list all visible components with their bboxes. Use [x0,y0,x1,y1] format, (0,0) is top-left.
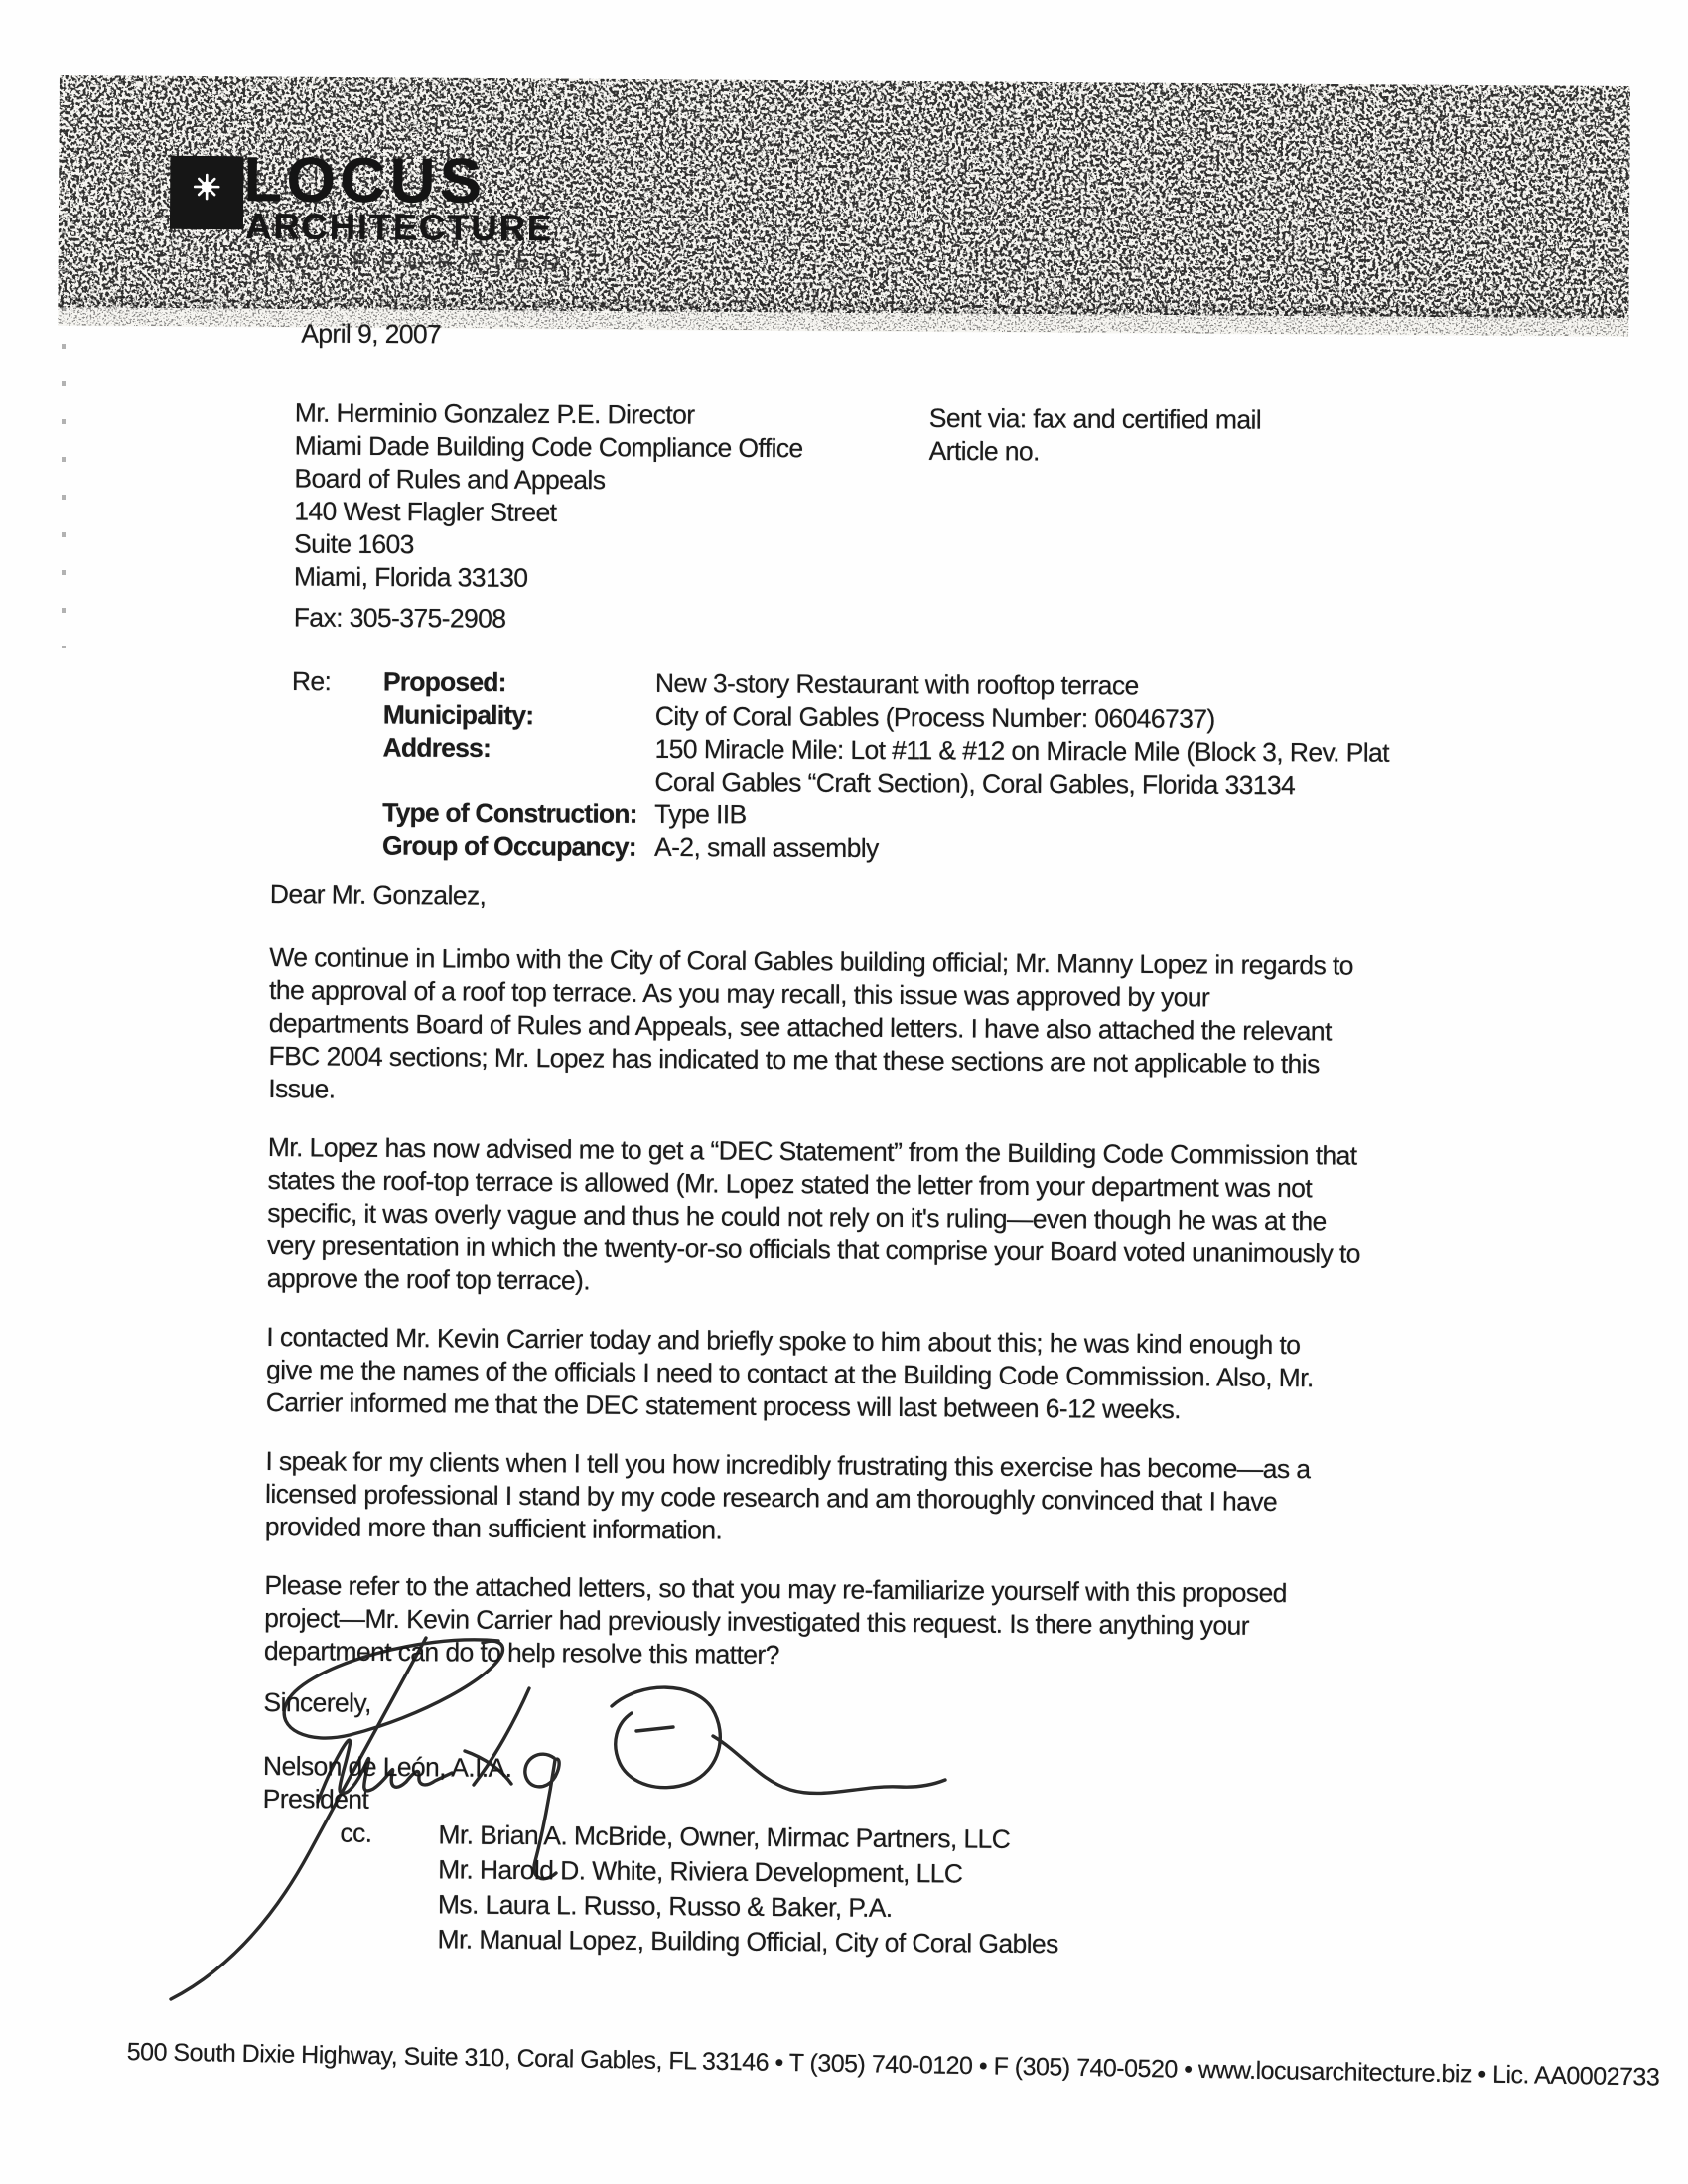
letterhead [58,75,1630,337]
cc-block [261,1817,1355,1965]
body-line: give me the names of the officials I need to contact at the Building Code Commission. Also, Mr. [265,1354,1314,1393]
delivery-line: Article no. [928,435,1040,467]
body-line: approve the roof top terrace). [266,1262,591,1296]
re-row-value: A-2, small assembly [653,831,879,864]
re-row-value: 150 Miracle Mile: Lot #11 & #12 on Miracle Mile (Block 3, Rev. Plat [654,733,1390,768]
re-row-value: Coral Gables “Craft Section), Coral Gables, Florida 33134 [654,766,1296,801]
body-line: states the roof-top terrace is allowed (Mr. Lopez stated the letter from your department was not [267,1164,1313,1204]
cc-recipient: Ms. Laura L. Russo, Russo & Baker, P.A. [437,1889,893,1923]
body-line: specific, it was overly vague and thus he could not rely on it's ruling—even though he was at the [267,1197,1327,1237]
cc-recipient: Mr. Brian A. McBride, Owner, Mirmac Partners, LLC [438,1820,1011,1854]
body-line: very presentation in which the twenty-or-so officials that comprise your Board voted unanimously to [266,1230,1360,1269]
body-line: licensed professional I stand by my code research and am thoroughly convinced that I have [265,1478,1278,1517]
company-incorporated: INCORPORATED [247,247,572,275]
re-row-value: Type IIB [654,799,747,830]
closing-sincerely: Sincerely, [263,1686,371,1718]
body-line: department can do to help resolve this matter? [263,1635,779,1671]
company-logo [58,75,1630,337]
body-line: Carrier informed me that the DEC statement process will last between 6-12 weeks. [265,1386,1182,1425]
body-line: Issue. [268,1073,336,1104]
company-name: LOCUS [243,143,487,217]
letter-date: April 9, 2007 [301,318,442,350]
body-line: project—Mr. Kevin Carrier had previously investigated this request. Is there anything your [264,1602,1250,1641]
recipient-line: Miami Dade Building Code Compliance Office [294,430,803,464]
sunburst-icon [186,166,227,208]
recipient-line: 140 West Flagler Street [294,496,557,527]
body-line: departments Board of Rules and Appeals, see attached letters. I have also attached the relevant [268,1007,1332,1047]
recipient-line: Suite 1603 [294,528,414,560]
cc-label: cc. [340,1818,372,1848]
re-row-value: New 3-story Restaurant with rooftop terrace [654,667,1139,701]
paragraph [265,1445,1359,1552]
re-row-label: Group of Occupancy: [381,830,636,862]
salutation: Dear Mr. Gonzalez, [269,878,487,911]
body-line: the approval of a roof top terrace. As you may recall, this issue was approved by your [268,974,1210,1013]
cc-recipient: Mr. Manual Lopez, Building Official, City of Coral Gables [437,1924,1058,1960]
recipient-address [294,397,803,597]
cc-recipient: Mr. Harold D. White, Riviera Development, LLC [438,1854,963,1889]
recipient-line: Miami, Florida 33130 [293,561,528,593]
body-line: Please refer to the attached letters, so that you may re-familiarize yourself with this proposed [264,1569,1287,1609]
footer-contact-line: 500 South Dixie Highway, Suite 310, Coral Gables, FL 33146 • T (305) 740-0120 • F (305) 740-0520 • www.locusarchitecture.biz • Lic. AA0002733 [126,2038,1660,2092]
company-subtitle: ARCHITECTURE [244,206,553,249]
body-line: FBC 2004 sections; Mr. Lopez has indicated to me that these sections are not applicable to this [268,1040,1320,1080]
recipient-line: Mr. Herminio Gonzalez P.E. Director [294,397,695,430]
re-row-value: City of Coral Gables (Process Number: 06046737) [654,700,1215,734]
delivery-method [929,402,1262,470]
delivery-line: Sent via: fax and certified mail [928,402,1262,435]
re-label: Re: [291,666,332,697]
body-line: We continue in Limbo with the City of Coral Gables building official; Mr. Manny Lopez in regards to [269,942,1353,981]
fax-number: Fax: 305-375-2908 [293,602,506,634]
re-row-label: Municipality: [382,699,534,731]
paragraph [264,1569,1358,1676]
body-line: I contacted Mr. Kevin Carrier today and briefly spoke to him about this; he was kind enough to [266,1321,1301,1361]
re-block [291,665,1474,880]
body-line: Mr. Lopez has now advised me to get a “DEC Statement” from the Building Code Commission that [267,1131,1357,1171]
paragraph [267,1131,1361,1304]
paragraph [266,1321,1360,1428]
letter-body [261,878,1362,1965]
body-line: provided more than sufficient information. [264,1511,723,1545]
cc-recipients [437,1818,1058,1962]
body-line: I speak for my clients when I tell you how incredibly frustrating this exercise has become—as a [265,1445,1311,1485]
re-row-label: Type of Construction: [382,798,637,829]
scan-edge-artifacts [62,230,66,648]
signer-title: President [262,1783,369,1815]
paragraph [268,942,1362,1114]
re-row-label: Proposed: [382,666,506,698]
signer-name: Nelson de León, A.I.A. [262,1750,512,1783]
recipient-line: Board of Rules and Appeals [294,463,606,496]
re-row-label: Address: [382,732,492,764]
logo-mark [170,156,244,230]
